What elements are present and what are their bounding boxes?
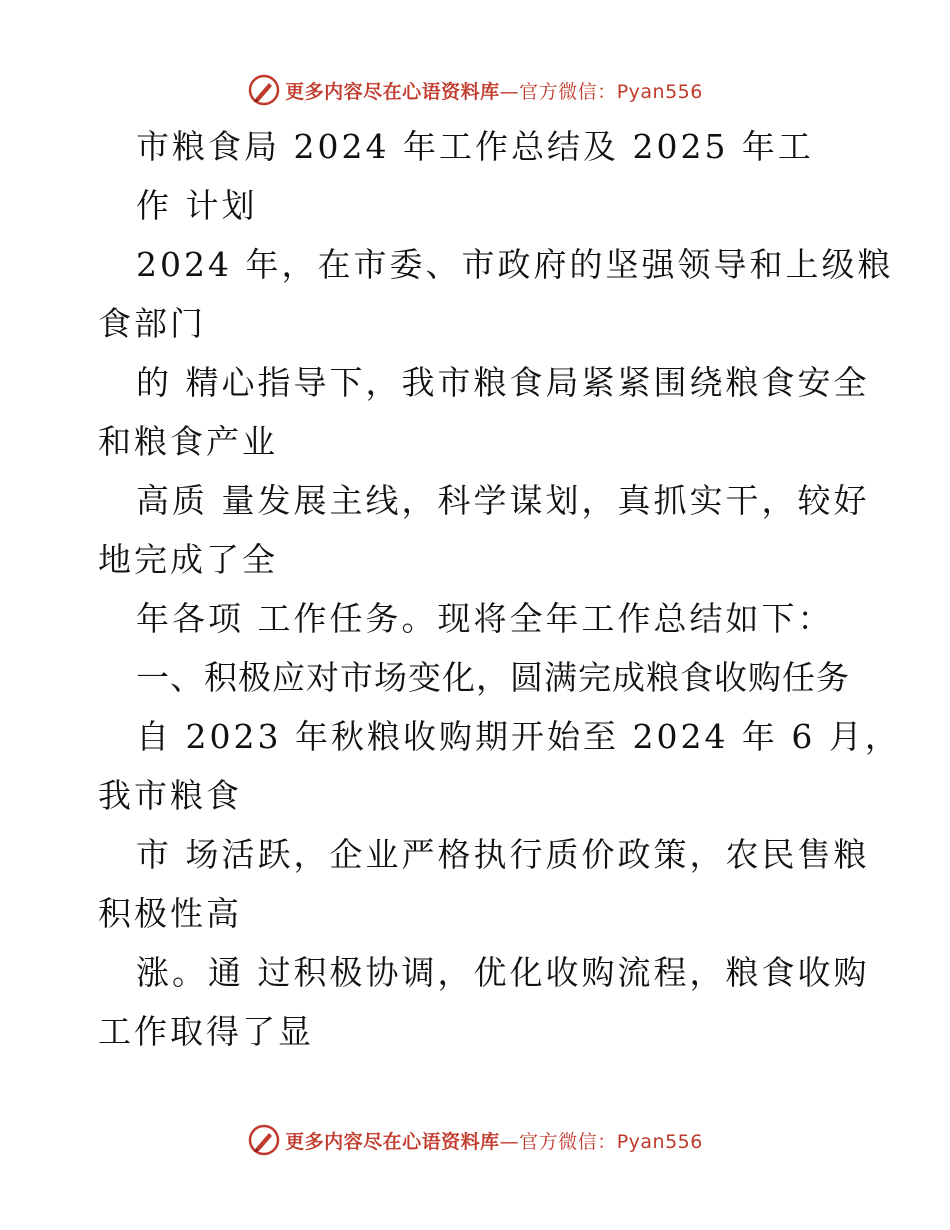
footer-banner-text bbox=[285, 1127, 703, 1154]
header-banner-title: 更多内容尽在心语资料库 bbox=[285, 80, 500, 103]
doc-paragraph-line: 积极性高 bbox=[98, 894, 242, 933]
footer-banner-dash: — bbox=[499, 1130, 520, 1153]
header-banner-dash: — bbox=[499, 80, 520, 103]
doc-paragraph-line: 的 精心指导下，我市粮食局紧紧围绕粮食安全 bbox=[136, 363, 870, 402]
footer-wechat-id: Pyan556 bbox=[616, 1130, 703, 1153]
doc-title-line-1: 市粮食局 2024 年工作总结及 2025 年工 bbox=[136, 127, 814, 166]
doc-paragraph-line: 和粮食产业 bbox=[98, 422, 278, 461]
doc-paragraph-line: 地完成了全 bbox=[98, 540, 278, 579]
footer-banner bbox=[0, 1120, 950, 1160]
header-wechat-id: Pyan556 bbox=[616, 80, 703, 103]
doc-paragraph-line: 涨。通 过积极协调，优化收购流程，粮食收购 bbox=[136, 953, 870, 992]
doc-title-line-2: 作 计划 bbox=[136, 186, 258, 225]
doc-paragraph-line: 食部门 bbox=[98, 304, 206, 343]
header-wechat-label: 官方微信： bbox=[519, 80, 617, 103]
doc-paragraph-line: 工作取得了显 bbox=[98, 1012, 314, 1051]
doc-paragraph-line: 高质 量发展主线，科学谋划，真抓实干，较好 bbox=[136, 481, 870, 520]
doc-section-heading: 一、积极应对市场变化，圆满完成粮食收购任务 bbox=[136, 658, 850, 697]
doc-paragraph-line: 市 场活跃，企业严格执行质价政策，农民售粮 bbox=[136, 835, 870, 874]
footer-wechat-label: 官方微信： bbox=[519, 1130, 617, 1153]
doc-paragraph-line: 年各项 工作任务。现将全年工作总结如下： bbox=[136, 599, 834, 638]
footer-banner-title: 更多内容尽在心语资料库 bbox=[285, 1130, 500, 1153]
doc-paragraph-line: 2024 年，在市委、市政府的坚强领导和上级粮 bbox=[136, 245, 894, 284]
doc-paragraph-line: 自 2023 年秋粮收购期开始至 2024 年 6 月， bbox=[136, 717, 901, 756]
doc-paragraph-line: 我市粮食 bbox=[98, 776, 242, 815]
pen-logo-icon bbox=[247, 1123, 281, 1157]
